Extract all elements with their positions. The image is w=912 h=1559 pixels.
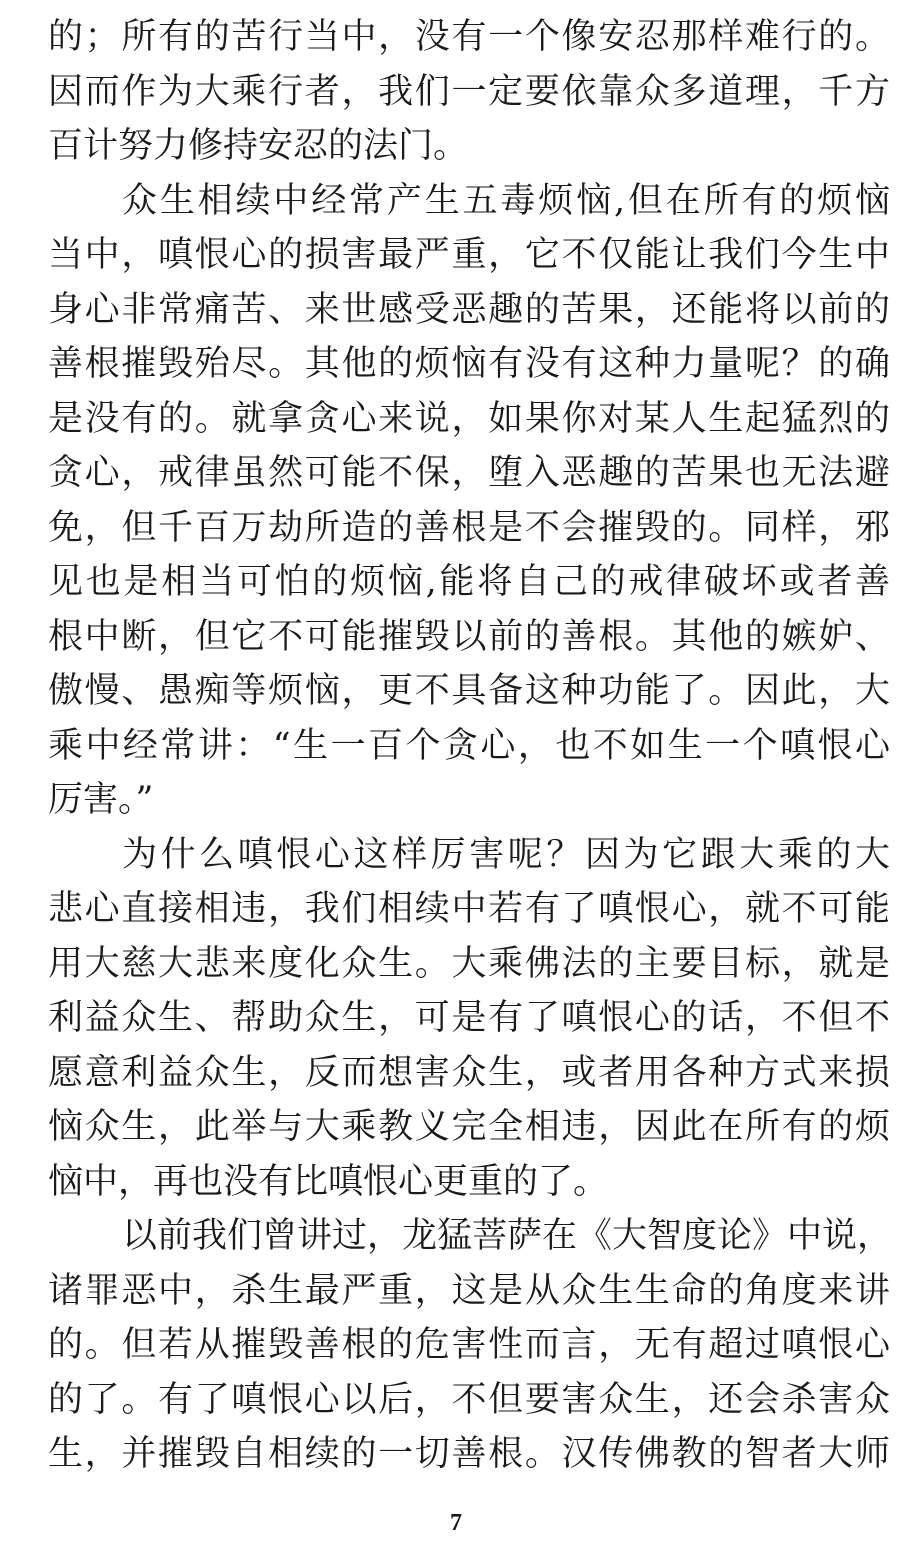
text-line: 傲慢、愚痴等烦恼，更不具备这种功能了。因此，大 xyxy=(48,671,890,711)
text-line: 愿意利益众生，反而想害众生，或者用各种方式来损 xyxy=(48,1052,890,1093)
text-line: 的了。有了嗔恨心以后，不但要害众生，还会杀害众 xyxy=(48,1379,890,1420)
text-line: 众生相续中经常产生五毒烦恼,但在所有的烦恼 xyxy=(122,180,890,221)
text-line: 的。但若从摧毁善根的危害性而言，无有超过嗔恨心 xyxy=(48,1325,890,1365)
text-line: 贪心，戒律虽然可能不保，堕入恶趣的苦果也无法避 xyxy=(48,453,890,493)
text-line: 乘中经常讲：“生一百个贪心，也不如生一个嗔恨心 xyxy=(48,725,890,766)
text-line: 恼中，再也没有比嗔恨心更重的了。 xyxy=(48,1161,609,1202)
text-line: 是没有的。就拿贪心来说，如果你对某人生起猛烈的 xyxy=(48,398,890,439)
text-line: 免，但千百万劫所造的善根是不会摧毁的。同样，邪 xyxy=(48,507,890,548)
body-text xyxy=(48,10,893,1482)
text-line: 百计努力修持安忍的法门。 xyxy=(48,126,469,166)
text-line: 厉害。” xyxy=(48,780,154,820)
text-line: 为什么嗔恨心这样厉害呢？因为它跟大乘的大 xyxy=(122,834,890,875)
text-line: 当中，嗔恨心的损害最严重，它不仅能让我们今生中 xyxy=(48,235,890,275)
text-line: 的；所有的苦行当中，没有一个像安忍那样难行的。 xyxy=(48,17,890,57)
text-line: 见也是相当可怕的烦恼,能将自己的戒律破坏或者善 xyxy=(48,562,890,602)
page-number: 7 xyxy=(450,1510,462,1536)
text-line: 善根摧毁殆尽。其他的烦恼有没有这种力量呢？的确 xyxy=(48,344,890,384)
text-line: 身心非常痛苦、来世感受恶趣的苦果，还能将以前的 xyxy=(48,289,890,330)
text-line: 用大慈大悲来度化众生。大乘佛法的主要目标，就是 xyxy=(48,943,890,984)
text-line: 生，并摧毁自相续的一切善根。汉传佛教的智者大师 xyxy=(48,1434,890,1474)
text-line: 因而作为大乘行者，我们一定要依靠众多道理，千方 xyxy=(48,71,890,112)
text-line: 悲心直接相违，我们相续中若有了嗔恨心，就不可能 xyxy=(48,889,890,929)
text-line: 恼众生，此举与大乘教义完全相违，因此在所有的烦 xyxy=(48,1107,890,1147)
text-line: 根中断，但它不可能摧毁以前的善根。其他的嫉妒、 xyxy=(48,616,890,657)
text-line: 以前我们曾讲过，龙猛菩萨在《大智度论》中说， xyxy=(122,1216,893,1256)
text-line: 诸罪恶中，杀生最严重，这是从众生生命的角度来讲 xyxy=(48,1270,890,1311)
text-line: 利益众生、帮助众生，可是有了嗔恨心的话，不但不 xyxy=(48,998,890,1038)
